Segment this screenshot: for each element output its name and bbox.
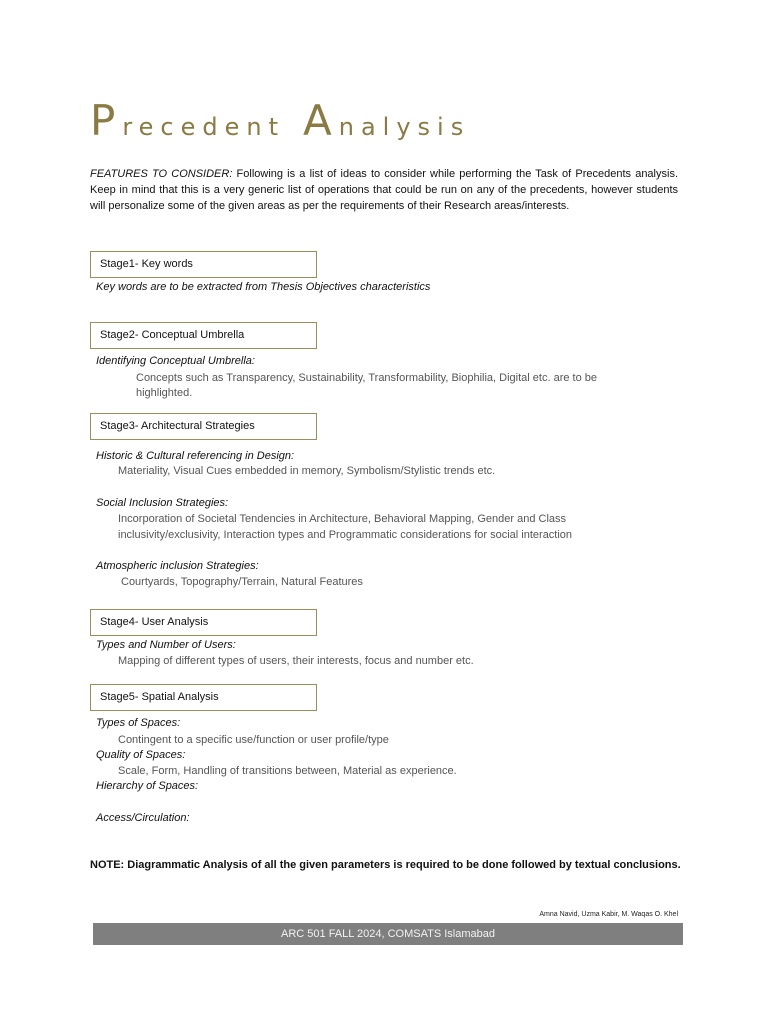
stage3-social-heading: Social Inclusion Strategies:: [96, 497, 229, 509]
stage5-hierarchy-heading: Hierarchy of Spaces:: [96, 780, 199, 792]
footer-bar: ARC 501 FALL 2024, COMSATS Islamabad: [93, 923, 683, 945]
stage5-box: Stage5- Spatial Analysis: [90, 684, 317, 711]
stage3-historic-heading: Historic & Cultural referencing in Design:: [96, 450, 295, 462]
stage2-box: Stage2- Conceptual Umbrella: [90, 322, 317, 349]
stage3-atmospheric-text: Courtyards, Topography/Terrain, Natural Features: [121, 576, 363, 588]
intro-lead: FEATURES TO CONSIDER:: [90, 168, 233, 180]
stage5-access-heading: Access/Circulation:: [96, 812, 190, 824]
title-word-nalysis: nalysis: [338, 113, 471, 141]
title-word-recedent: recedent: [122, 113, 286, 141]
stage3-box: Stage3- Architectural Strategies: [90, 413, 317, 440]
stage2-text-line2: highlighted.: [136, 387, 193, 399]
title-initial-p: P: [90, 96, 123, 145]
stage3-historic-text: Materiality, Visual Cues embedded in memory, Symbolism/Stylistic trends etc.: [118, 465, 496, 477]
stage3-social-text-line2: inclusivity/exclusivity, Interaction types and Programmatic considerations for social interaction: [118, 529, 573, 541]
intro-paragraph: [90, 166, 678, 214]
page-title: [90, 96, 471, 145]
stage2-text-line1: Concepts such as Transparency, Sustainability, Transformability, Biophilia, Digital etc. are to be: [136, 372, 597, 384]
authors-credit: Amna Navid, Uzma Kabir, M. Waqas O. Khel: [539, 911, 678, 918]
stage5-types-heading: Types of Spaces:: [96, 717, 181, 729]
intro-text: Following is a list of ideas to consider while performing the Task of Precedents analysis. Keep in mind that this is a very generic list of operations that could be run on any of the precedents, however students will personalize some of the given areas as per the requirements of their Research areas/interests.: [90, 168, 678, 212]
stage4-text: Mapping of different types of users, their interests, focus and number etc.: [118, 655, 474, 667]
note-text: NOTE: Diagrammatic Analysis of all the given parameters is required to be done followed by textual conclusions.: [90, 859, 681, 871]
stage3-atmospheric-heading: Atmospheric inclusion Strategies:: [96, 560, 259, 572]
stage5-quality-heading: Quality of Spaces:: [96, 749, 186, 761]
stage1-box: Stage1- Key words: [90, 251, 317, 278]
stage5-quality-text: Scale, Form, Handling of transitions between, Material as experience.: [118, 765, 457, 777]
title-initial-a: A: [303, 96, 339, 145]
stage5-types-text: Contingent to a specific use/function or user profile/type: [118, 734, 389, 746]
stage4-heading: Types and Number of Users:: [96, 639, 236, 651]
stage2-heading: Identifying Conceptual Umbrella:: [96, 355, 255, 367]
stage3-social-text-line1: Incorporation of Societal Tendencies in Architecture, Behavioral Mapping, Gender and Class: [118, 513, 567, 525]
stage1-note: Key words are to be extracted from Thesis Objectives characteristics: [96, 281, 431, 293]
stage4-box: Stage4- User Analysis: [90, 609, 317, 636]
